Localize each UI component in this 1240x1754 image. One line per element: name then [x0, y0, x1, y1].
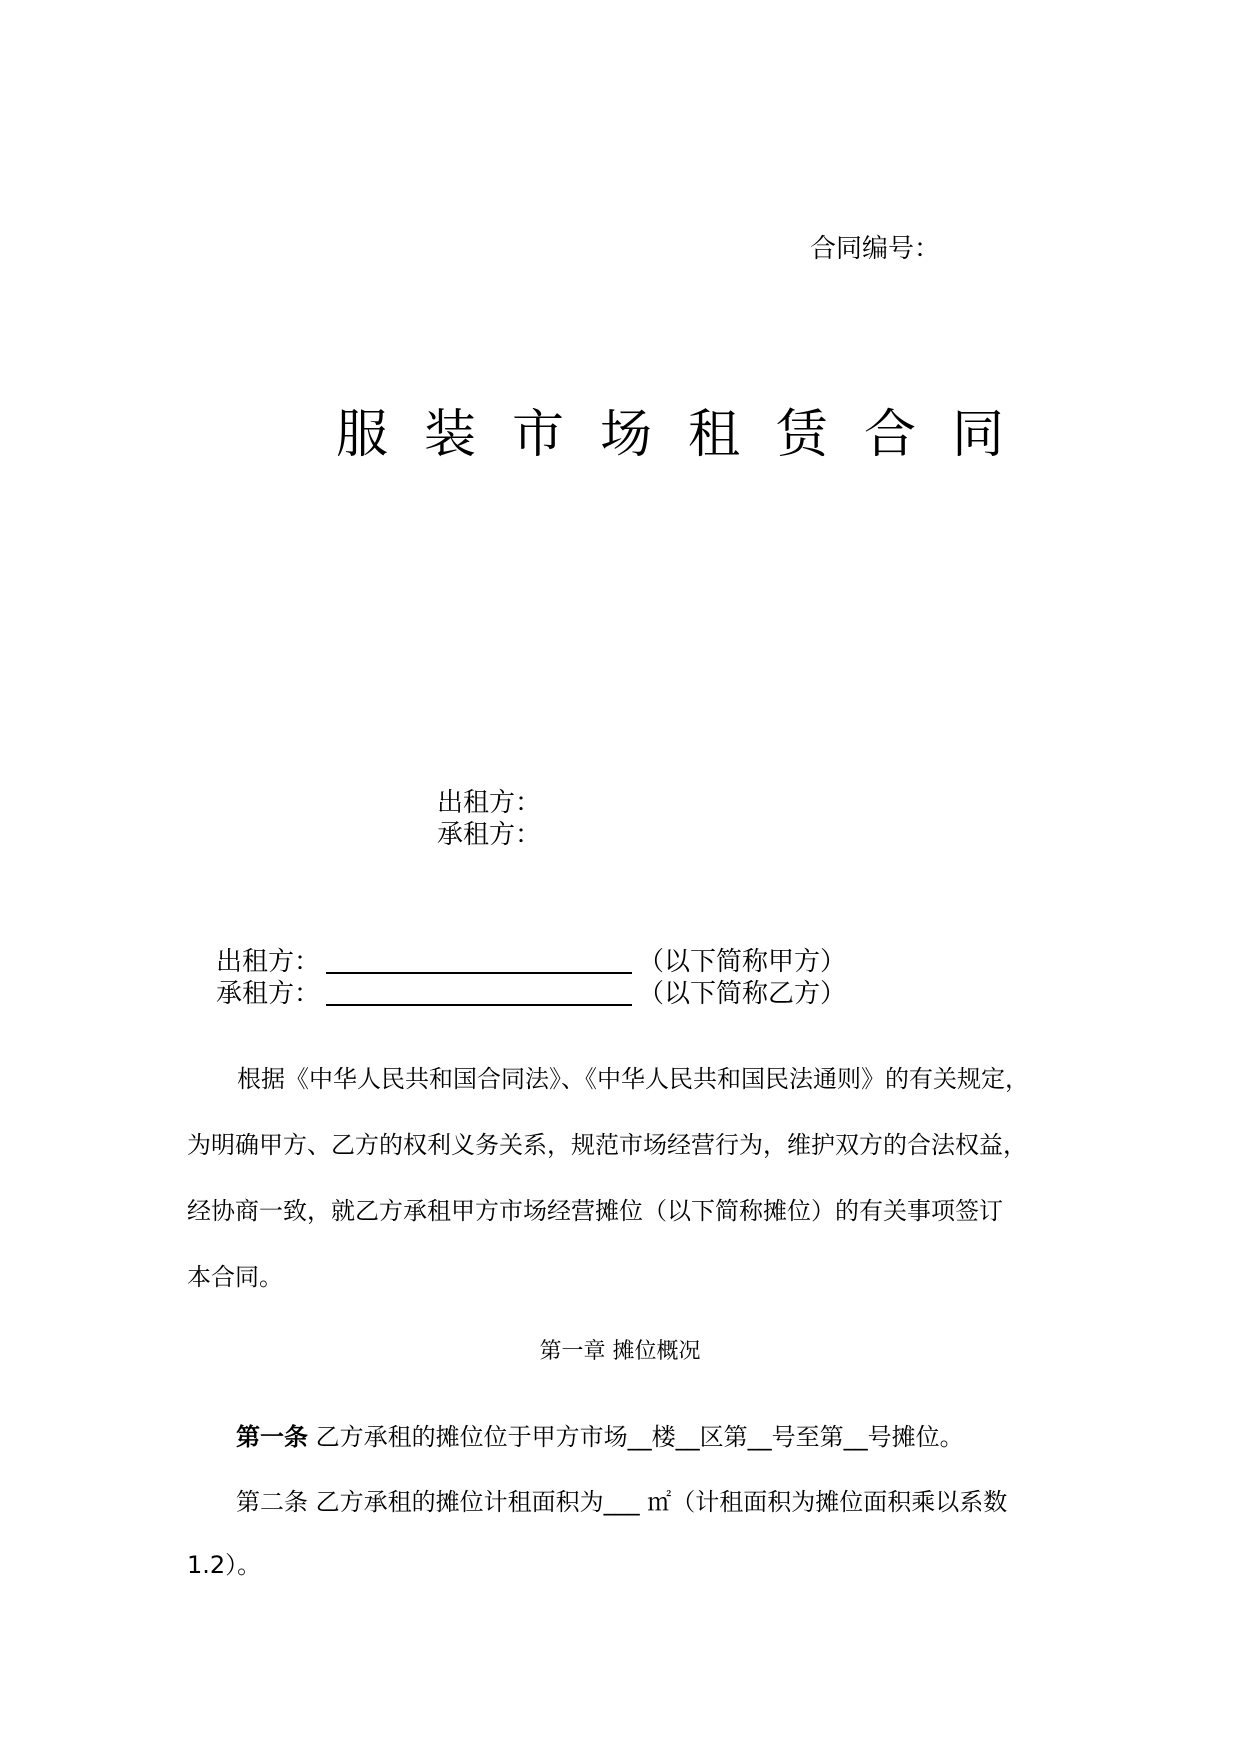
article-2-text: 乙方承租的摊位计租面积为___ ㎡（计租面积为摊位面积乘以系数: [308, 1488, 1008, 1516]
lessee-suffix: （以下简称乙方）: [638, 979, 847, 1009]
lessee-row: [216, 973, 846, 1010]
contract-number-label: 合同编号：: [810, 234, 941, 264]
lessee-name-blank: [326, 978, 632, 1006]
lessee-label: 承租方：: [216, 979, 321, 1009]
preamble-line: 本合同。: [187, 1263, 283, 1291]
lessor-name-blank: [326, 946, 632, 974]
lessor-suffix: （以下简称甲方）: [638, 947, 847, 977]
article-1-label: 第一条: [236, 1423, 308, 1451]
document-title: 服装市场租赁合同: [336, 405, 1041, 465]
preamble-line: 经协商一致，就乙方承租甲方市场经营摊位（以下简称摊位）的有关事项签订: [187, 1197, 1003, 1225]
chapter-heading: 第一章 摊位概况: [539, 1339, 701, 1364]
preamble-paragraph: [187, 1046, 1055, 1310]
article-2: [236, 1482, 1007, 1517]
preamble-line: 根据《中华人民共和国合同法》、《中华人民共和国民法通则》的有关规定，: [237, 1065, 1029, 1093]
article-2-continuation: 1.2）。: [187, 1551, 262, 1579]
article-2-label: 第二条: [236, 1488, 308, 1516]
cover-lessor-label: 出租方：: [437, 788, 542, 818]
article-1-text: 乙方承租的摊位位于甲方市场__楼__区第__号至第__号摊位。: [308, 1423, 964, 1451]
preamble-line: 为明确甲方、乙方的权利义务关系，规范市场经营行为，维护双方的合法权益，: [187, 1131, 1027, 1159]
cover-lessee-label: 承租方：: [437, 820, 542, 850]
article-1: [236, 1417, 964, 1452]
lessor-label: 出租方：: [216, 947, 321, 977]
